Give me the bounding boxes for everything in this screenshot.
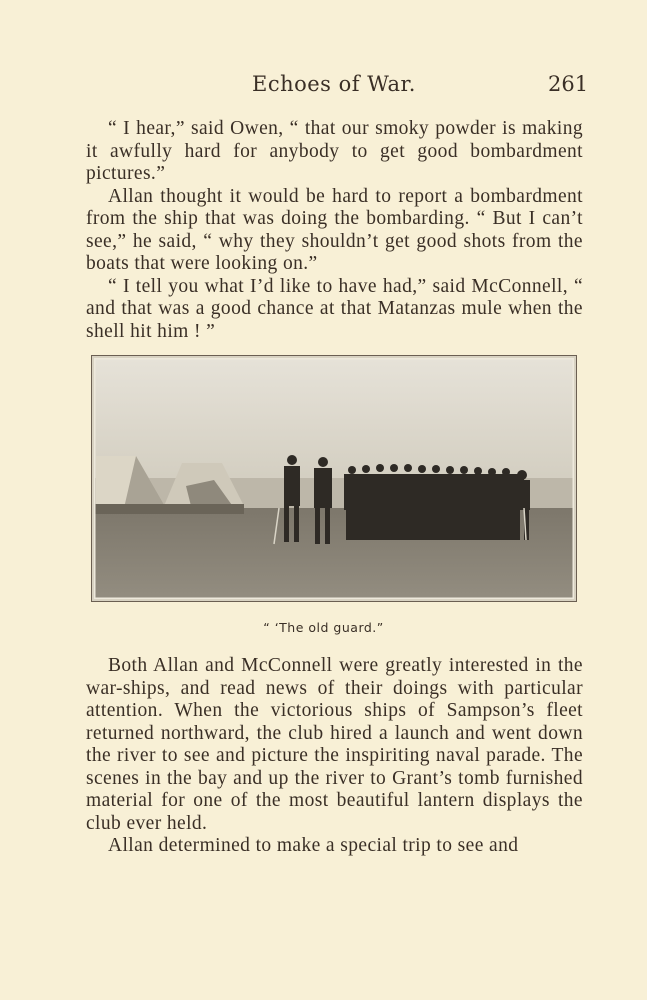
paragraph-owen-quote: “ I hear,” said Owen, “ that our smoky powder is making it awfully hard for anybody to get good bombardment pictures.”	[86, 118, 583, 184]
body-text-top	[86, 118, 583, 343]
paragraph-allan-thought: Allan thought it would be hard to report a bombardment from the ship that was doing the bombarding. “ But I can’t see,” he said, “ why they shouldn’t get good shots from the boats that were looking on.”	[86, 185, 583, 274]
paragraph-allan-determined: Allan determined to make a special trip to see and	[108, 835, 519, 856]
running-header	[0, 72, 647, 102]
page-number: 261	[548, 72, 589, 96]
figure-caption: “ ‘The old guard.”	[263, 620, 384, 635]
body-text-bottom	[86, 655, 583, 858]
paragraph-war-ships: Both Allan and McConnell were greatly interested in the war-ships, and read news of their doings with particular attention. When the victorious ships of Sampson’s fleet returned northward, the club hired a launch and went down the river to see and picture the inspiriting naval parade. The scenes in the bay and up the river to Grant’s tomb furnished material for one of the most beautiful lantern displays the club ever held.	[86, 655, 583, 834]
running-title: Echoes of War.	[252, 72, 416, 96]
photograph-old-guard	[91, 355, 577, 602]
paragraph-mcconnell-quote: “ I tell you what I’d like to have had,” said McConnell, “ and that was a good chance at that Matanzas mule when the shell hit him ! ”	[86, 275, 583, 342]
photograph-image	[94, 358, 574, 599]
